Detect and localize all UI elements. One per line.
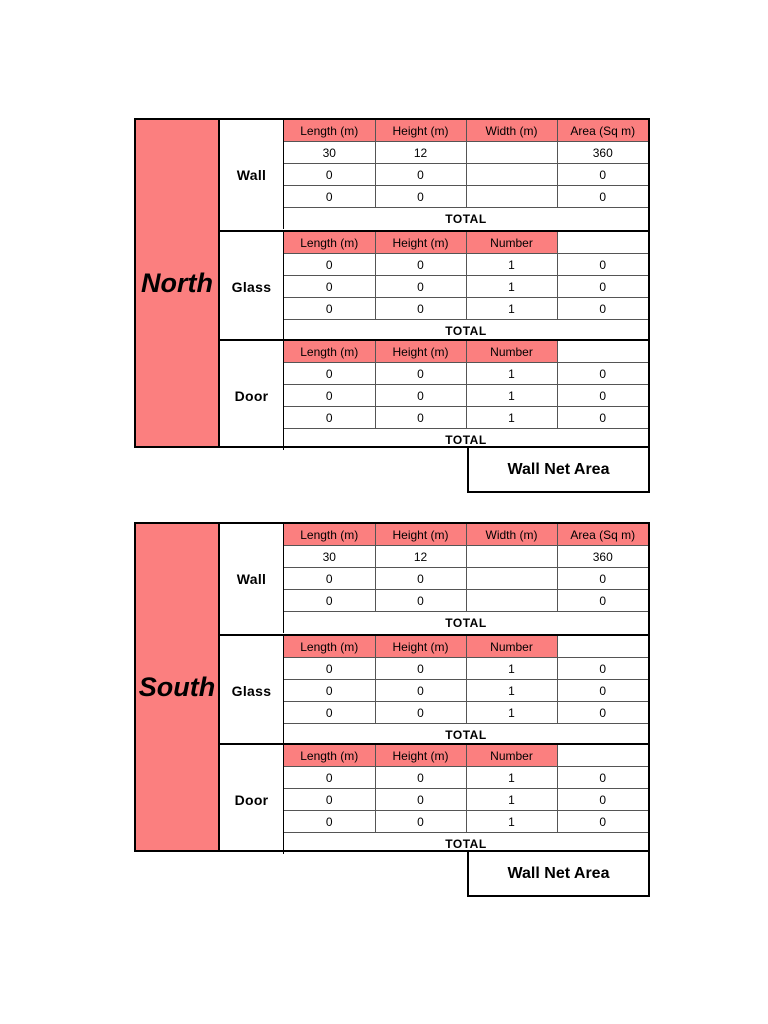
column-header: Length (m) <box>284 120 375 142</box>
value-cell[interactable]: 0 <box>557 767 648 789</box>
value-cell[interactable]: 0 <box>557 568 648 590</box>
direction-block-1 <box>134 522 650 898</box>
value-cell[interactable]: 30 <box>284 546 375 568</box>
value-cell[interactable]: 1 <box>466 811 557 833</box>
column-header: Length (m) <box>284 636 375 658</box>
header-row <box>284 120 648 142</box>
table-row <box>284 590 648 612</box>
table-row <box>284 254 648 276</box>
value-cell[interactable]: 0 <box>375 590 466 612</box>
section-table <box>284 120 648 229</box>
value-cell[interactable] <box>466 164 557 186</box>
column-header <box>557 232 648 254</box>
value-cell[interactable]: 0 <box>375 680 466 702</box>
header-row <box>284 745 648 767</box>
section-1 <box>220 230 648 341</box>
section-label: Door <box>220 745 284 854</box>
value-cell[interactable]: 0 <box>284 680 375 702</box>
value-cell[interactable]: 1 <box>466 702 557 724</box>
value-cell[interactable]: 0 <box>284 298 375 320</box>
direction-label: South <box>134 522 220 852</box>
value-cell[interactable]: 1 <box>466 680 557 702</box>
column-header: Area (Sq m) <box>557 524 648 546</box>
table-row <box>284 702 648 724</box>
value-cell[interactable]: 12 <box>375 546 466 568</box>
table-row <box>284 186 648 208</box>
header-row <box>284 636 648 658</box>
value-cell[interactable]: 0 <box>557 590 648 612</box>
value-cell[interactable]: 12 <box>375 142 466 164</box>
section-label: Glass <box>220 636 284 745</box>
section-label: Wall <box>220 120 284 229</box>
value-cell[interactable]: 0 <box>557 789 648 811</box>
column-header: Length (m) <box>284 232 375 254</box>
section-label: Door <box>220 341 284 450</box>
value-cell[interactable]: 0 <box>557 298 648 320</box>
table-row <box>284 276 648 298</box>
table-row <box>284 164 648 186</box>
column-header: Number <box>466 232 557 254</box>
column-header <box>557 341 648 363</box>
value-cell[interactable] <box>466 186 557 208</box>
value-cell[interactable]: 0 <box>284 658 375 680</box>
value-cell[interactable]: 0 <box>557 363 648 385</box>
section-2 <box>220 339 648 450</box>
column-header: Length (m) <box>284 341 375 363</box>
value-cell[interactable]: 1 <box>466 276 557 298</box>
value-cell[interactable]: 0 <box>375 363 466 385</box>
column-header: Height (m) <box>375 524 466 546</box>
wall-net-area-box: Wall Net Area <box>467 448 650 493</box>
table-row <box>284 658 648 680</box>
value-cell[interactable]: 0 <box>375 254 466 276</box>
value-cell[interactable]: 0 <box>375 568 466 590</box>
value-cell[interactable]: 0 <box>375 789 466 811</box>
table-row <box>284 385 648 407</box>
value-cell[interactable] <box>466 142 557 164</box>
table-row <box>284 811 648 833</box>
value-cell[interactable]: 0 <box>557 186 648 208</box>
value-cell[interactable]: 0 <box>375 658 466 680</box>
column-header: Number <box>466 341 557 363</box>
value-cell[interactable]: 0 <box>557 407 648 429</box>
header-row <box>284 232 648 254</box>
value-cell[interactable]: 0 <box>284 590 375 612</box>
value-cell[interactable]: 0 <box>284 568 375 590</box>
value-cell[interactable]: 0 <box>557 254 648 276</box>
table-row <box>284 546 648 568</box>
value-cell[interactable]: 0 <box>375 407 466 429</box>
total-row <box>284 208 648 230</box>
value-cell[interactable] <box>466 590 557 612</box>
value-cell[interactable]: 0 <box>284 254 375 276</box>
section-table <box>284 636 648 745</box>
value-cell[interactable]: 0 <box>557 658 648 680</box>
value-cell[interactable]: 0 <box>284 767 375 789</box>
total-label: TOTAL <box>284 833 648 855</box>
column-header: Height (m) <box>375 341 466 363</box>
column-header: Number <box>466 745 557 767</box>
area-grid <box>220 118 650 448</box>
total-label: TOTAL <box>284 429 648 451</box>
section-table <box>284 524 648 633</box>
value-cell[interactable]: 0 <box>557 702 648 724</box>
table-row <box>284 789 648 811</box>
value-cell[interactable]: 0 <box>284 276 375 298</box>
value-cell[interactable] <box>466 546 557 568</box>
value-cell[interactable]: 360 <box>557 546 648 568</box>
header-row <box>284 341 648 363</box>
section-label: Glass <box>220 232 284 341</box>
table-row <box>284 568 648 590</box>
table-row <box>284 767 648 789</box>
section-table <box>284 745 648 854</box>
value-cell[interactable]: 30 <box>284 142 375 164</box>
section-table <box>284 232 648 341</box>
value-cell[interactable]: 0 <box>557 276 648 298</box>
value-cell[interactable]: 0 <box>375 702 466 724</box>
direction-block-0 <box>134 118 650 494</box>
value-cell[interactable]: 0 <box>284 363 375 385</box>
table-row <box>284 680 648 702</box>
column-header: Height (m) <box>375 745 466 767</box>
section-0 <box>220 120 648 229</box>
value-cell[interactable]: 0 <box>284 385 375 407</box>
column-header: Length (m) <box>284 745 375 767</box>
wall-net-area-box: Wall Net Area <box>467 852 650 897</box>
column-header <box>557 745 648 767</box>
table-row <box>284 363 648 385</box>
value-cell[interactable]: 0 <box>284 164 375 186</box>
value-cell[interactable]: 1 <box>466 363 557 385</box>
column-header <box>557 636 648 658</box>
value-cell[interactable]: 0 <box>375 767 466 789</box>
value-cell[interactable]: 1 <box>466 407 557 429</box>
total-label: TOTAL <box>284 724 648 746</box>
value-cell[interactable]: 0 <box>557 385 648 407</box>
value-cell[interactable]: 0 <box>284 407 375 429</box>
value-cell[interactable]: 0 <box>375 811 466 833</box>
value-cell[interactable]: 0 <box>375 164 466 186</box>
value-cell[interactable]: 0 <box>375 298 466 320</box>
value-cell[interactable]: 1 <box>466 385 557 407</box>
total-row <box>284 429 648 451</box>
value-cell[interactable]: 0 <box>284 702 375 724</box>
section-0 <box>220 524 648 633</box>
area-grid <box>220 522 650 852</box>
table-row <box>284 298 648 320</box>
value-cell[interactable]: 1 <box>466 658 557 680</box>
header-row <box>284 524 648 546</box>
value-cell[interactable]: 1 <box>466 298 557 320</box>
column-header: Width (m) <box>466 120 557 142</box>
value-cell[interactable]: 0 <box>375 385 466 407</box>
table-row <box>284 142 648 164</box>
total-label: TOTAL <box>284 208 648 230</box>
value-cell[interactable]: 0 <box>284 811 375 833</box>
section-table <box>284 341 648 450</box>
value-cell[interactable]: 0 <box>284 789 375 811</box>
column-header: Number <box>466 636 557 658</box>
total-row <box>284 833 648 855</box>
column-header: Height (m) <box>375 120 466 142</box>
column-header: Length (m) <box>284 524 375 546</box>
section-1 <box>220 634 648 745</box>
column-header: Height (m) <box>375 636 466 658</box>
value-cell[interactable] <box>466 568 557 590</box>
table-row <box>284 407 648 429</box>
value-cell[interactable]: 0 <box>557 680 648 702</box>
total-row <box>284 612 648 634</box>
value-cell[interactable]: 1 <box>466 254 557 276</box>
value-cell[interactable]: 360 <box>557 142 648 164</box>
value-cell[interactable]: 0 <box>284 186 375 208</box>
value-cell[interactable]: 1 <box>466 789 557 811</box>
value-cell[interactable]: 0 <box>557 164 648 186</box>
column-header: Area (Sq m) <box>557 120 648 142</box>
total-row <box>284 320 648 342</box>
section-label: Wall <box>220 524 284 633</box>
value-cell[interactable]: 0 <box>375 276 466 298</box>
direction-label: North <box>134 118 220 448</box>
value-cell[interactable]: 1 <box>466 767 557 789</box>
total-row <box>284 724 648 746</box>
total-label: TOTAL <box>284 612 648 634</box>
section-2 <box>220 743 648 854</box>
value-cell[interactable]: 0 <box>375 186 466 208</box>
column-header: Width (m) <box>466 524 557 546</box>
total-label: TOTAL <box>284 320 648 342</box>
value-cell[interactable]: 0 <box>557 811 648 833</box>
column-header: Height (m) <box>375 232 466 254</box>
